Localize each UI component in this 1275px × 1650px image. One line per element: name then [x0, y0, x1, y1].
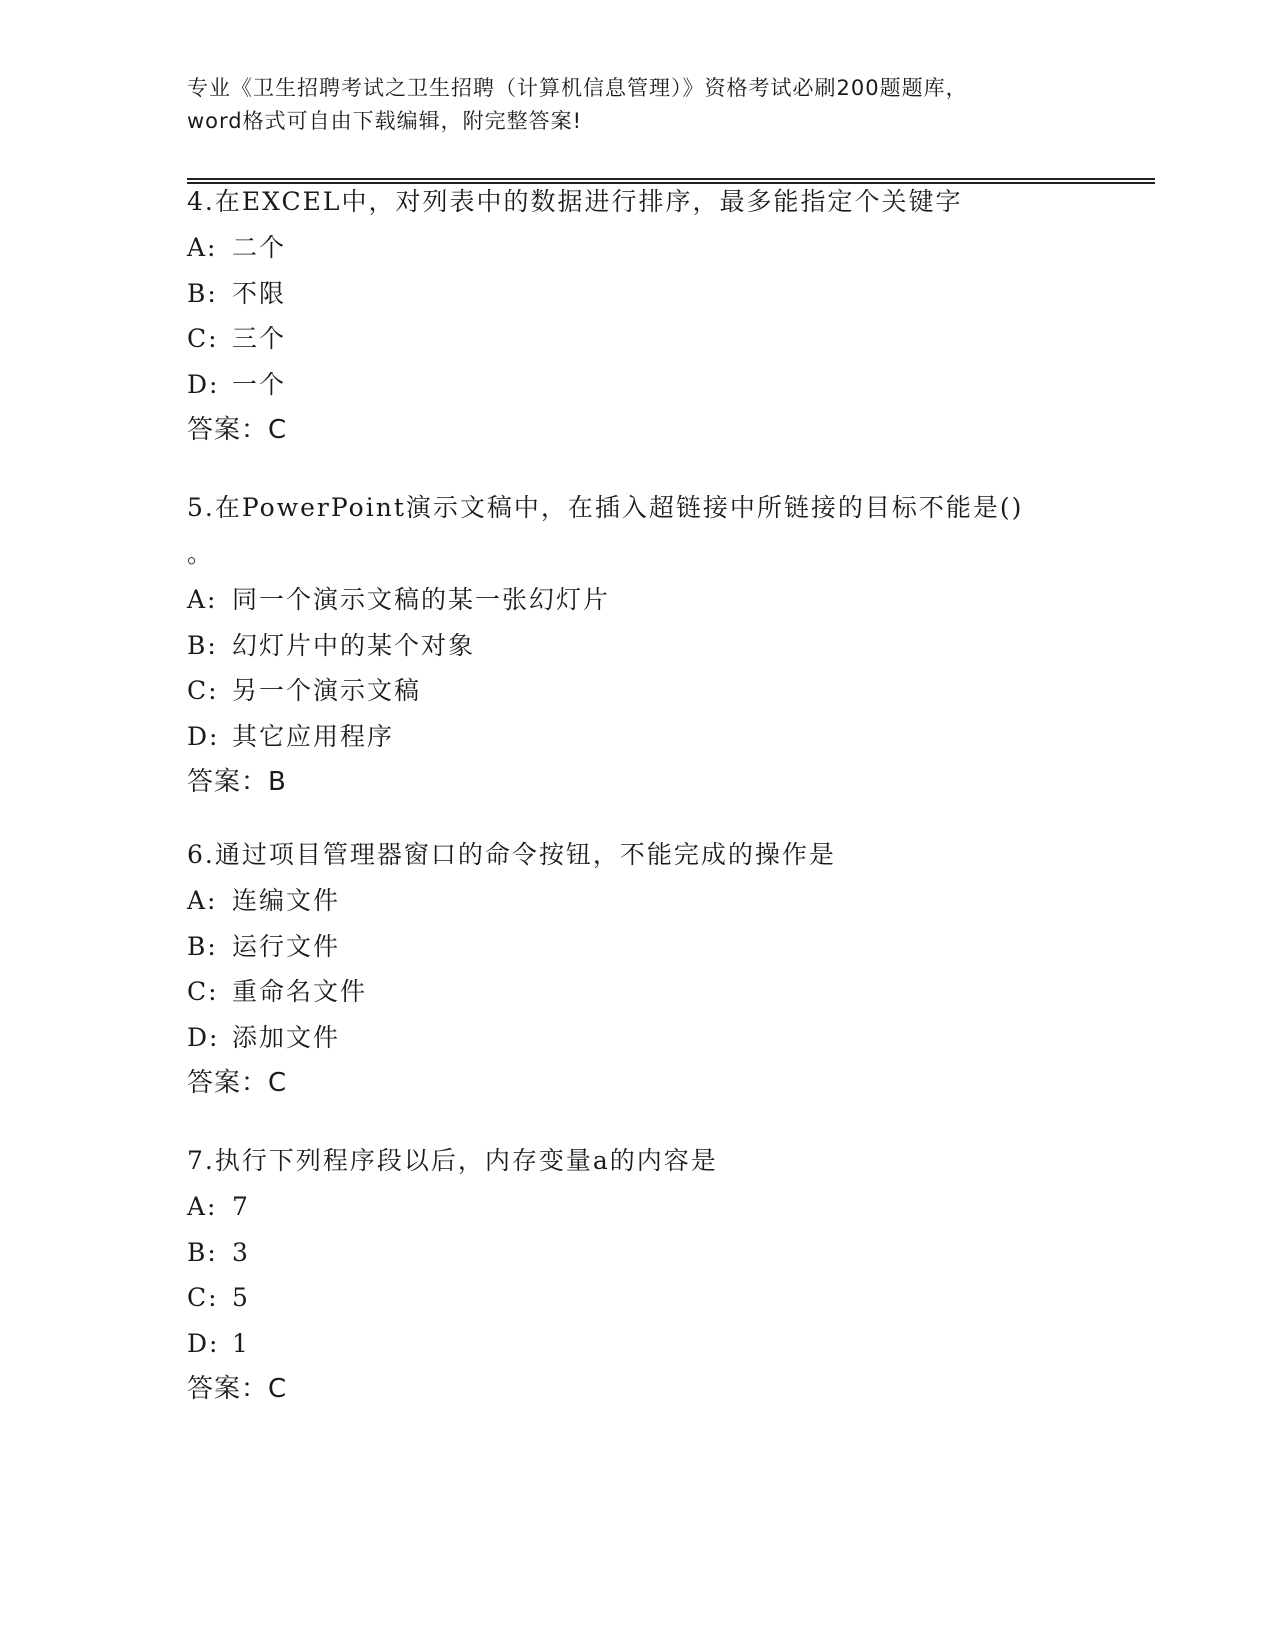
option-label: D: [187, 369, 220, 399]
option-text: 同一个演示文稿的某一张幻灯片 [232, 585, 611, 614]
option-b [187, 924, 1087, 970]
answer: 答案：C [187, 415, 288, 445]
option-label: B: [187, 278, 218, 308]
question-stem: 6.通过项目管理器窗口的命令按钮，不能完成的操作是 [187, 840, 836, 869]
option-c [187, 316, 1087, 362]
option-b [187, 271, 1087, 317]
option-a [187, 225, 1087, 271]
option-b [187, 1230, 1087, 1276]
option-label: C: [187, 1283, 219, 1312]
option-label: A: [187, 233, 218, 262]
option-label: D: [187, 721, 220, 751]
option-text: 另一个演示文稿 [232, 676, 422, 705]
option-label: B: [187, 931, 218, 961]
option-label: C: [187, 676, 219, 705]
option-label: A: [187, 886, 218, 915]
option-d [187, 362, 1087, 408]
option-label: B: [187, 630, 218, 660]
option-d [187, 714, 1087, 760]
header-line-1: 专业《卫生招聘考试之卫生招聘（计算机信息管理）》资格考试必刷200题题库， [187, 76, 968, 100]
document-header [187, 72, 1087, 138]
option-a [187, 1184, 1087, 1230]
option-text: 7 [232, 1192, 250, 1221]
option-a [187, 878, 1087, 924]
question-stem: 4.在EXCEL中，对列表中的数据进行排序，最多能指定个关键字 [187, 187, 963, 216]
question-stem: 7.执行下列程序段以后，内存变量a的内容是 [187, 1146, 718, 1175]
option-c [187, 969, 1087, 1015]
option-text: 添加文件 [232, 1022, 341, 1052]
option-text: 3 [232, 1237, 250, 1267]
option-label: B: [187, 1237, 218, 1267]
option-d [187, 1015, 1087, 1061]
header-line-2: word格式可自由下载编辑，附完整答案! [187, 109, 583, 133]
answer: 答案：C [187, 1374, 288, 1404]
question-6 [187, 832, 1087, 1106]
option-c [187, 668, 1087, 714]
option-a [187, 577, 1087, 623]
question-7 [187, 1138, 1087, 1412]
option-text: 5 [232, 1283, 250, 1312]
option-b [187, 623, 1087, 669]
question-stem-continuation: 。 [187, 539, 215, 568]
option-label: D: [187, 1022, 220, 1052]
answer: 答案：C [187, 1068, 288, 1098]
option-text: 重命名文件 [232, 977, 368, 1006]
option-label: C: [187, 977, 219, 1006]
option-label: A: [187, 1192, 218, 1221]
option-d [187, 1321, 1087, 1367]
question-4 [187, 179, 1087, 453]
answer: 答案：B [187, 767, 287, 797]
option-label: D: [187, 1328, 220, 1358]
option-text: 三个 [232, 324, 287, 353]
option-text: 1 [232, 1328, 250, 1358]
option-label: C: [187, 324, 219, 353]
option-text: 运行文件 [232, 931, 341, 961]
option-text: 幻灯片中的某个对象 [232, 630, 476, 660]
option-text: 其它应用程序 [232, 721, 395, 751]
question-5 [187, 485, 1087, 805]
option-text: 连编文件 [232, 886, 341, 915]
question-stem: 5.在PowerPoint演示文稿中，在插入超链接中所链接的目标不能是() [187, 493, 1024, 522]
option-c [187, 1275, 1087, 1321]
option-label: A: [187, 585, 218, 614]
option-text: 二个 [232, 233, 287, 262]
option-text: 一个 [232, 369, 287, 399]
option-text: 不限 [232, 278, 287, 308]
